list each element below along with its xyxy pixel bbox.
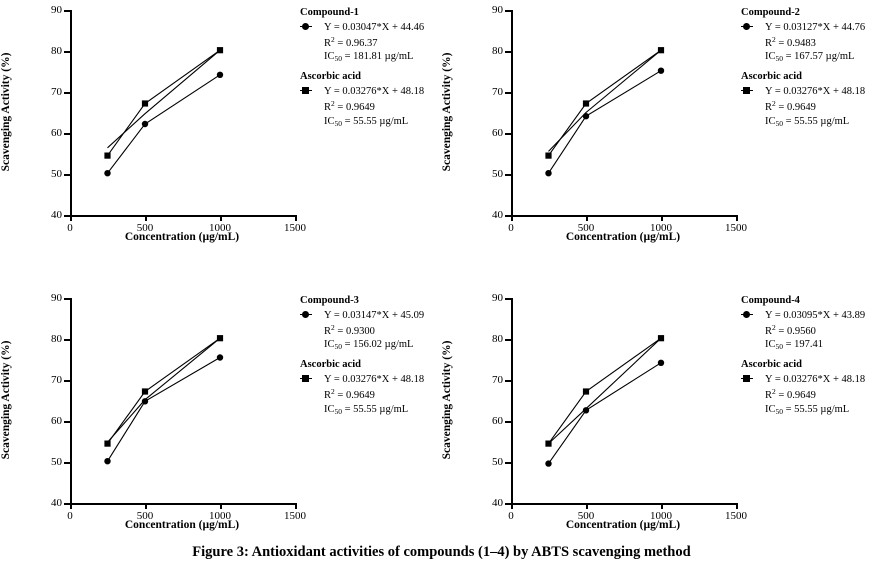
y-axis-tick-label: 60 — [51, 415, 62, 427]
y-axis-label: Scavenging Activity (%) — [441, 52, 453, 172]
legend-ic50-value: 167.57 µg/mL — [794, 51, 855, 63]
legend-circle-marker-icon — [743, 311, 750, 318]
series-line — [549, 338, 662, 443]
y-axis-tick-label: 70 — [51, 374, 62, 386]
legend-r2-value: 0.9300 — [345, 325, 375, 337]
y-axis-tick-label: 80 — [51, 333, 62, 345]
x-axis-line — [70, 215, 295, 217]
data-point-circle — [104, 170, 110, 176]
series-layer — [70, 10, 295, 215]
legend-series-reference — [741, 358, 881, 416]
chart-panel-compound-3 — [0, 288, 441, 558]
legend-square-marker-icon — [302, 87, 309, 94]
x-axis-tick-label: 1500 — [284, 510, 306, 522]
x-axis-tick — [586, 215, 588, 221]
plot-area — [51, 292, 306, 522]
x-axis-label: Concentration (µg/mL) — [565, 519, 681, 531]
x-axis-label: Concentration (µg/mL) — [565, 231, 681, 243]
legend-circle-marker-icon — [302, 311, 309, 318]
legend-r2: $R^2 = 0.9300$ — [324, 322, 375, 337]
legend-ic50-value: 156.02 µg/mL — [353, 339, 414, 351]
y-axis-tick-label: 80 — [51, 45, 62, 57]
legend-ic50: $IC_{50} = 181.81$ µg/mL — [324, 51, 414, 64]
legend-square-marker-icon — [302, 375, 309, 382]
legend-series-primary — [741, 6, 881, 64]
legend-ic50-value: 55.55 µg/mL — [794, 403, 850, 415]
data-point-square — [545, 153, 551, 159]
legend-series-title: Compound-2 — [741, 7, 800, 18]
x-axis-tick-label: 0 — [67, 222, 73, 234]
legend-series-title: Ascorbic acid — [300, 359, 361, 371]
legend-ic50: $IC_{50} = 55.55$ µg/mL — [765, 403, 850, 416]
legend-ic50-value: 181.81 µg/mL — [353, 51, 414, 63]
y-axis-tick-label: 70 — [492, 86, 503, 98]
legend-series-title: Compound-3 — [300, 295, 359, 306]
series-line — [549, 71, 662, 174]
legend-r2: $R^2 = 0.9649$ — [765, 98, 816, 113]
series-layer — [511, 298, 736, 503]
y-axis-tick-label: 40 — [51, 497, 62, 509]
data-point-circle — [104, 458, 110, 464]
data-point-circle — [142, 121, 148, 127]
chart-panel-compound-4 — [441, 288, 882, 558]
x-axis-tick — [145, 503, 147, 509]
legend-ic50: $IC_{50} = 197.41$ — [765, 339, 824, 352]
y-axis-tick-label: 50 — [51, 456, 62, 468]
legend-series-primary — [300, 294, 440, 352]
x-axis-tick-label: 1000 — [209, 222, 231, 234]
y-axis-tick-label: 60 — [492, 415, 503, 427]
y-axis-tick-label: 80 — [492, 333, 503, 345]
legend-r2-value: 0.9560 — [786, 325, 816, 337]
legend-ic50: $IC_{50} = 156.02$ µg/mL — [324, 339, 414, 352]
legend-r2-value: 0.9649 — [345, 101, 375, 113]
plot-area — [492, 4, 747, 234]
x-axis-label: Concentration (µg/mL) — [124, 519, 240, 531]
legend-equation: Y = 0.03276*X + 48.18 — [324, 374, 425, 386]
legend-series-title: Ascorbic acid — [300, 71, 361, 83]
series-layer — [511, 10, 736, 215]
x-axis-tick-label: 1500 — [725, 510, 747, 522]
x-axis-tick-label: 0 — [508, 510, 514, 522]
x-axis-tick — [70, 503, 72, 509]
x-axis-tick — [295, 503, 297, 509]
legend-equation: Y = 0.03127*X + 44.76 — [765, 21, 866, 33]
legend-series-reference — [300, 358, 440, 416]
data-point-square — [583, 100, 589, 106]
x-axis-tick — [295, 215, 297, 221]
legend-ic50-value: 55.55 µg/mL — [353, 115, 409, 127]
legend-square-marker-icon — [743, 375, 750, 382]
data-point-circle — [217, 354, 223, 360]
data-point-square — [142, 100, 148, 106]
legend-r2: $R^2 = 0.96.37$ — [324, 34, 378, 49]
legend-ic50-value: 55.55 µg/mL — [794, 115, 850, 127]
x-axis-tick-label: 0 — [67, 510, 73, 522]
figure-caption: Figure 3: Antioxidant activities of compounds (1–4) by ABTS scavenging method — [192, 544, 691, 560]
data-point-circle — [217, 72, 223, 78]
legend-equation: Y = 0.03276*X + 48.18 — [765, 86, 866, 98]
series-line — [108, 50, 221, 155]
legend-series-title: Compound-4 — [741, 295, 800, 306]
legend-circle-marker-icon — [743, 23, 750, 30]
legend-r2: $R^2 = 0.9560$ — [765, 322, 816, 337]
legend-r2-value: 0.9649 — [786, 101, 816, 113]
x-axis-label: Concentration (µg/mL) — [124, 231, 240, 243]
legend-r2: $R^2 = 0.9649$ — [324, 98, 375, 113]
chart-panel-compound-1 — [0, 0, 441, 270]
legend-r2: $R^2 = 0.9649$ — [765, 386, 816, 401]
legend-square-marker-icon — [743, 87, 750, 94]
x-axis-line — [511, 503, 736, 505]
y-axis-label: Scavenging Activity (%) — [0, 52, 12, 172]
x-axis-tick-label: 1000 — [650, 222, 672, 234]
legend-equation: Y = 0.03047*X + 44.46 — [324, 21, 425, 33]
chart-legend — [300, 294, 440, 422]
chart-panel-compound-2 — [441, 0, 882, 270]
plot-area — [492, 292, 747, 522]
legend-ic50: $IC_{50} = 55.55$ µg/mL — [765, 115, 850, 128]
x-axis-tick-label: 1000 — [650, 510, 672, 522]
x-axis-tick — [70, 215, 72, 221]
x-axis-tick — [511, 215, 513, 221]
x-axis-tick-label: 500 — [577, 510, 595, 522]
x-axis-tick — [661, 503, 663, 509]
y-axis-tick-label: 90 — [51, 292, 62, 304]
data-point-circle — [583, 113, 589, 119]
legend-r2-value: 0.96.37 — [345, 37, 378, 49]
x-axis-tick — [661, 215, 663, 221]
legend-r2-value: 0.9483 — [786, 37, 816, 49]
data-point-square — [583, 388, 589, 394]
x-axis-tick — [220, 215, 222, 221]
legend-ic50: $IC_{50} = 167.57$ µg/mL — [765, 51, 855, 64]
y-axis-tick-label: 40 — [492, 497, 503, 509]
y-axis-tick-label: 90 — [492, 292, 503, 304]
y-axis-tick-label: 40 — [51, 209, 62, 221]
x-axis-tick-label: 500 — [136, 510, 154, 522]
series-line — [549, 50, 662, 155]
legend-ic50: $IC_{50} = 55.55$ µg/mL — [324, 403, 409, 416]
legend-series-title: Compound-1 — [300, 7, 359, 18]
x-axis-tick-label: 0 — [508, 222, 514, 234]
x-axis-tick-label: 1500 — [284, 222, 306, 234]
y-axis-tick-label: 60 — [51, 127, 62, 139]
chart-legend — [741, 294, 881, 422]
y-axis-tick-label: 80 — [492, 45, 503, 57]
legend-equation: Y = 0.03095*X + 43.89 — [765, 309, 866, 321]
y-axis-tick-label: 40 — [492, 209, 503, 221]
y-axis-tick-label: 50 — [492, 168, 503, 180]
y-axis-tick-label: 90 — [51, 4, 62, 16]
x-axis-tick — [736, 503, 738, 509]
x-axis-tick-label: 500 — [577, 222, 595, 234]
plot-area — [51, 4, 306, 234]
x-axis-line — [511, 215, 736, 217]
legend-r2-value: 0.9649 — [786, 389, 816, 401]
data-point-circle — [545, 460, 551, 466]
x-axis-line — [70, 503, 295, 505]
legend-series-reference — [300, 70, 440, 128]
x-axis-tick-label: 1500 — [725, 222, 747, 234]
legend-series-primary — [741, 294, 881, 352]
legend-r2: $R^2 = 0.9649$ — [324, 386, 375, 401]
series-line — [549, 50, 662, 151]
y-axis-label: Scavenging Activity (%) — [441, 340, 453, 460]
legend-series-title: Ascorbic acid — [741, 359, 802, 371]
data-point-circle — [658, 360, 664, 366]
chart-legend — [741, 6, 881, 134]
x-axis-tick — [145, 215, 147, 221]
data-point-square — [142, 388, 148, 394]
x-axis-tick — [220, 503, 222, 509]
data-point-circle — [545, 170, 551, 176]
chart-legend — [300, 6, 440, 134]
y-axis-tick-label: 50 — [51, 168, 62, 180]
legend-series-title: Ascorbic acid — [741, 71, 802, 83]
legend-equation: Y = 0.03276*X + 48.18 — [765, 374, 866, 386]
legend-ic50-value: 197.41 — [794, 339, 824, 351]
series-line — [108, 50, 221, 148]
y-axis-tick-label: 50 — [492, 456, 503, 468]
legend-ic50-value: 55.55 µg/mL — [353, 403, 409, 415]
x-axis-tick — [586, 503, 588, 509]
series-line — [108, 358, 221, 462]
legend-equation: Y = 0.03276*X + 48.18 — [324, 86, 425, 98]
y-axis-tick-label: 70 — [51, 86, 62, 98]
legend-r2: $R^2 = 0.9483$ — [765, 34, 816, 49]
y-axis-tick-label: 70 — [492, 374, 503, 386]
data-point-square — [104, 441, 110, 447]
x-axis-tick-label: 500 — [136, 222, 154, 234]
legend-series-primary — [300, 6, 440, 64]
x-axis-tick — [511, 503, 513, 509]
legend-series-reference — [741, 70, 881, 128]
legend-equation: Y = 0.03147*X + 45.09 — [324, 309, 425, 321]
data-point-square — [104, 153, 110, 159]
y-axis-tick-label: 60 — [492, 127, 503, 139]
series-layer — [70, 298, 295, 503]
x-axis-tick-label: 1000 — [209, 510, 231, 522]
x-axis-tick — [736, 215, 738, 221]
data-point-circle — [658, 68, 664, 74]
legend-circle-marker-icon — [302, 23, 309, 30]
legend-r2-value: 0.9649 — [345, 389, 375, 401]
legend-ic50: $IC_{50} = 55.55$ µg/mL — [324, 115, 409, 128]
y-axis-label: Scavenging Activity (%) — [0, 340, 12, 460]
y-axis-tick-label: 90 — [492, 4, 503, 16]
